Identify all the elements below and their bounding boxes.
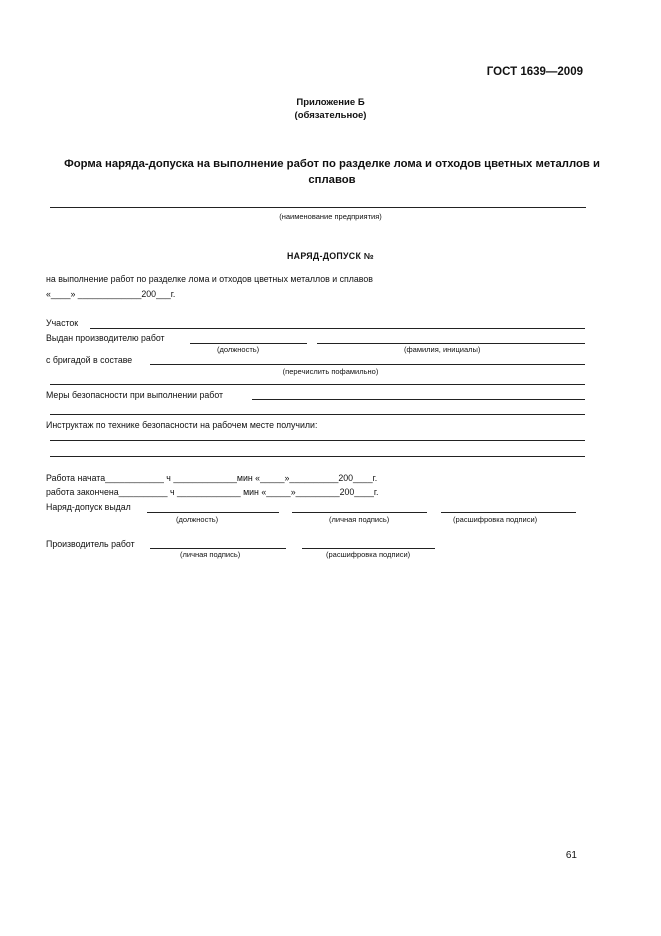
permit-issued-label: Наряд-допуск выдал	[46, 502, 131, 512]
form-title: Форма наряда-допуска на выполнение работ по разделке лома и отходов цветных металлов и сплавов	[64, 158, 600, 186]
brigade-caption: (перечислить пофамильно)	[282, 367, 379, 376]
issued-position-caption: (должность)	[217, 345, 260, 354]
appendix-status: (обязательное)	[294, 110, 367, 121]
work-started: Работа начата____________ ч _____________мин «_____»__________200____г.	[46, 473, 378, 483]
permit-position-caption: (должность)	[176, 515, 219, 524]
permit-decoding-caption: (расшифровка подписи)	[453, 515, 538, 524]
issued-position-field[interactable]	[190, 343, 307, 344]
permit-subtitle: НАРЯД-ДОПУСК №	[287, 251, 374, 261]
issued-name-caption: (фамилия, инициалы)	[404, 345, 481, 354]
brigade-field-2[interactable]	[50, 384, 585, 385]
site-field[interactable]	[90, 328, 585, 329]
appendix-label: Приложение Б	[296, 97, 365, 108]
instruction-label: Инструктаж по технике безопасности на рабочем месте получили:	[46, 420, 318, 430]
enterprise-field[interactable]	[50, 207, 586, 208]
brigade-label: с бригадой в составе	[46, 355, 133, 365]
safety-label: Меры безопасности при выполнении работ	[46, 390, 224, 400]
standard-header: ГОСТ 1639—2009	[486, 66, 583, 78]
foreman-label: Производитель работ	[46, 539, 135, 549]
foreman-signature-field[interactable]	[150, 548, 286, 549]
issued-label: Выдан производителю работ	[46, 333, 165, 343]
permit-signature-field[interactable]	[292, 512, 427, 513]
date-line: «____» _____________200___г.	[46, 289, 176, 299]
permit-signature-caption: (личная подпись)	[329, 515, 390, 524]
permit-decoding-field[interactable]	[441, 512, 576, 513]
enterprise-caption: (наименование предприятия)	[279, 212, 382, 221]
foreman-signature-caption: (личная подпись)	[180, 550, 241, 559]
safety-field[interactable]	[252, 399, 585, 400]
permit-position-field[interactable]	[147, 512, 279, 513]
work-finished: работа закончена__________ ч _____________ мин «_____»_________200____г.	[46, 487, 379, 497]
issued-name-field[interactable]	[317, 343, 585, 344]
foreman-decoding-field[interactable]	[302, 548, 435, 549]
instruction-field-1[interactable]	[50, 440, 585, 441]
brigade-field[interactable]	[150, 364, 585, 365]
page-number: 61	[565, 850, 577, 861]
permit-purpose: на выполнение работ по разделке лома и отходов цветных металлов и сплавов	[46, 274, 373, 284]
foreman-decoding-caption: (расшифровка подписи)	[326, 550, 411, 559]
site-label: Участок	[46, 318, 79, 328]
safety-field-2[interactable]	[50, 414, 585, 415]
instruction-field-2[interactable]	[50, 456, 585, 457]
